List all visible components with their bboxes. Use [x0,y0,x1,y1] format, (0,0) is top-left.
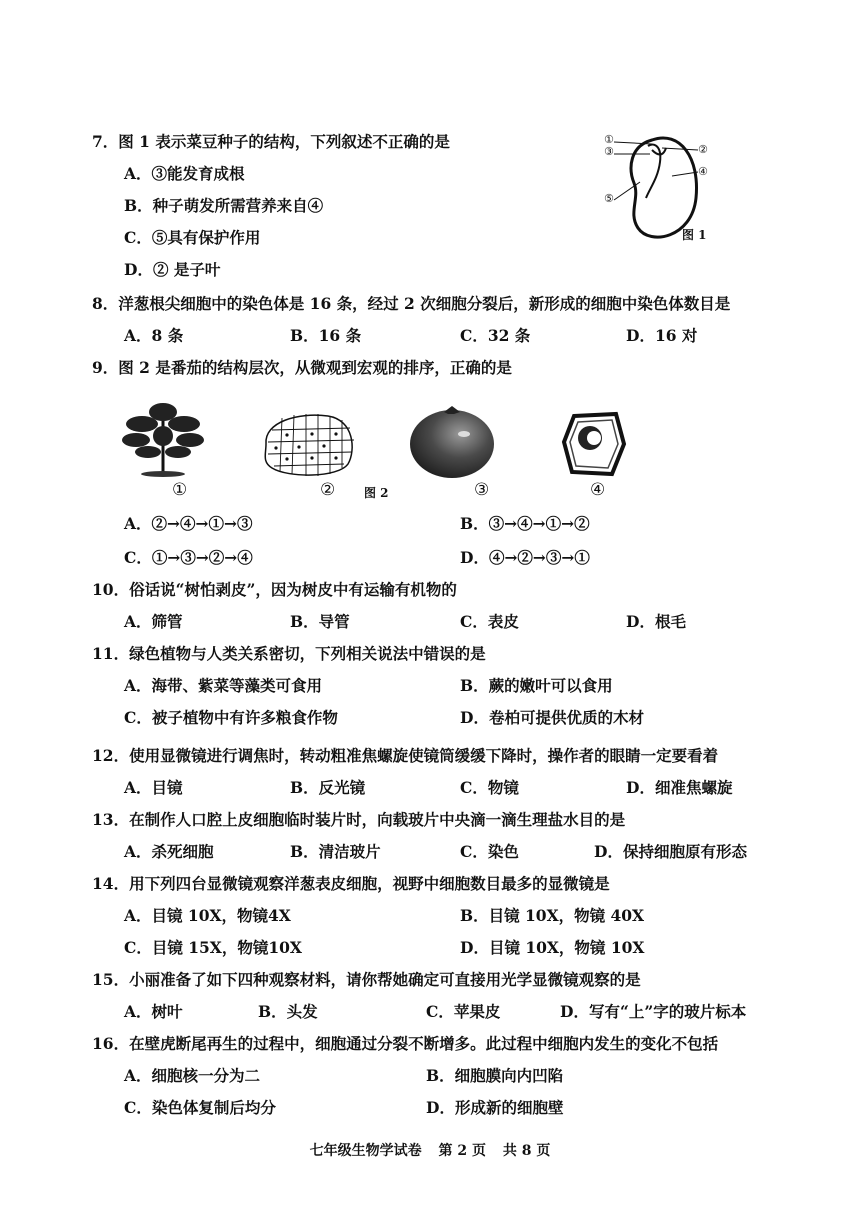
q11-stem: 11．绿色植物与人类关系密切，下列相关说法中错误的是 [92,644,486,663]
fig1-label-1: ① [604,133,614,146]
q9-option-a: A．②→④→①→③ [124,514,253,533]
q9-option-c: C．①→③→②→④ [124,548,253,567]
q14-stem: 14．用下列四台显微镜观察洋葱表皮细胞，视野中细胞数目最多的显微镜是 [92,874,610,893]
tissue-cells-image [258,410,358,478]
tomato-fruit-image [408,402,496,480]
q11-option-b: B．蕨的嫩叶可以食用 [460,676,613,695]
q12-option-c: C．物镜 [460,778,519,797]
q14-option-c: C．目镜 15X，物镜10X [124,938,302,957]
fig2-label-3: ③ [474,480,490,500]
q16-option-d: D．形成新的细胞壁 [426,1098,564,1117]
q13-option-c: C．染色 [460,842,519,861]
q9-option-b: B．③→④→①→② [460,514,590,533]
q8-stem: 8．洋葱根尖细胞中的染色体是 16 条，经过 2 次细胞分裂后，新形成的细胞中染色体数目是 [92,294,731,313]
fig1-label-5: ⑤ [604,192,614,205]
q10-option-c: C．表皮 [460,612,519,631]
q10-stem: 10．俗话说“树怕剥皮”，因为树皮中有运输有机物的 [92,580,457,599]
q8-option-c: C．32 条 [460,326,531,345]
tomato-plant-image [118,398,208,478]
fig1-label-2: ② [698,143,708,156]
q13-option-b: B．清洁玻片 [290,842,381,861]
q10-option-b: B．导管 [290,612,350,631]
q14-option-d: D．目镜 10X，物镜 10X [460,938,645,957]
fig1-caption: 图 1 [682,228,707,242]
fig2-label-4: ④ [590,480,606,500]
q11-option-a: A．海带、紫菜等藻类可食用 [124,676,323,695]
q14-option-b: B．目镜 10X，物镜 40X [460,906,645,925]
q7-option-d: D．② 是子叶 [124,260,221,279]
q13-option-a: A．杀死细胞 [124,842,214,861]
q7-option-b: B．种子萌发所需营养来自④ [124,196,324,215]
fig2-caption: 图 2 [364,486,389,500]
fig1-label-3: ③ [604,145,614,158]
q16-option-c: C．染色体复制后均分 [124,1098,276,1117]
q12-stem: 12．使用显微镜进行调焦时，转动粗准焦螺旋使镜筒缓缓下降时，操作者的眼睛一定要看着 [92,746,719,765]
q12-option-b: B．反光镜 [290,778,366,797]
footer-title: 七年级生物学试卷 [309,1143,422,1159]
q7-option-c: C．⑤具有保护作用 [124,228,261,247]
q14-option-a: A．目镜 10X，物镜4X [124,906,291,925]
q8-option-d: D．16 对 [626,326,698,345]
q7-option-a: A．③能发育成根 [124,164,245,183]
q8-option-b: B．16 条 [290,326,362,345]
q15-stem: 15．小丽准备了如下四种观察材料，请你帮她确定可直接用光学显微镜观察的是 [92,970,641,989]
q9-option-d: D．④→②→③→① [460,548,590,567]
footer-page-number: 第 2 页 [438,1143,486,1159]
q12-option-a: A．目镜 [124,778,183,797]
q7-stem: 7．图 1 表示菜豆种子的结构，下列叙述不正确的是 [92,132,450,151]
q13-option-d: D．保持细胞原有形态 [594,842,747,861]
q16-option-a: A．细胞核一分为二 [124,1066,261,1085]
plant-cell-image [560,410,630,478]
q15-option-a: A．树叶 [124,1002,183,1021]
q15-option-c: C．苹果皮 [426,1002,501,1021]
q16-option-b: B．细胞膜向内凹陷 [426,1066,564,1085]
q9-stem: 9．图 2 是番茄的结构层次，从微观到宏观的排序，正确的是 [92,358,512,377]
q15-option-d: D．写有“上”字的玻片标本 [560,1002,747,1021]
q12-option-d: D．细准焦螺旋 [626,778,733,797]
page-footer [0,1140,860,1160]
fig1-label-4: ④ [698,165,708,178]
fig2-label-1: ① [172,480,188,500]
q16-stem: 16．在壁虎断尾再生的过程中，细胞通过分裂不断增多。此过程中细胞内发生的变化不包括 [92,1034,719,1053]
q11-option-c: C．被子植物中有许多粮食作物 [124,708,338,727]
q8-option-a: A．8 条 [124,326,184,345]
q13-stem: 13．在制作人口腔上皮细胞临时装片时，向载玻片中央滴一滴生理盐水目的是 [92,810,626,829]
footer-total-pages: 共 8 页 [502,1143,551,1159]
q10-option-d: D．根毛 [626,612,686,631]
fig2-label-2: ② [320,480,336,500]
q15-option-b: B．头发 [258,1002,318,1021]
q10-option-a: A．筛管 [124,612,183,631]
q11-option-d: D．卷柏可提供优质的木材 [460,708,644,727]
